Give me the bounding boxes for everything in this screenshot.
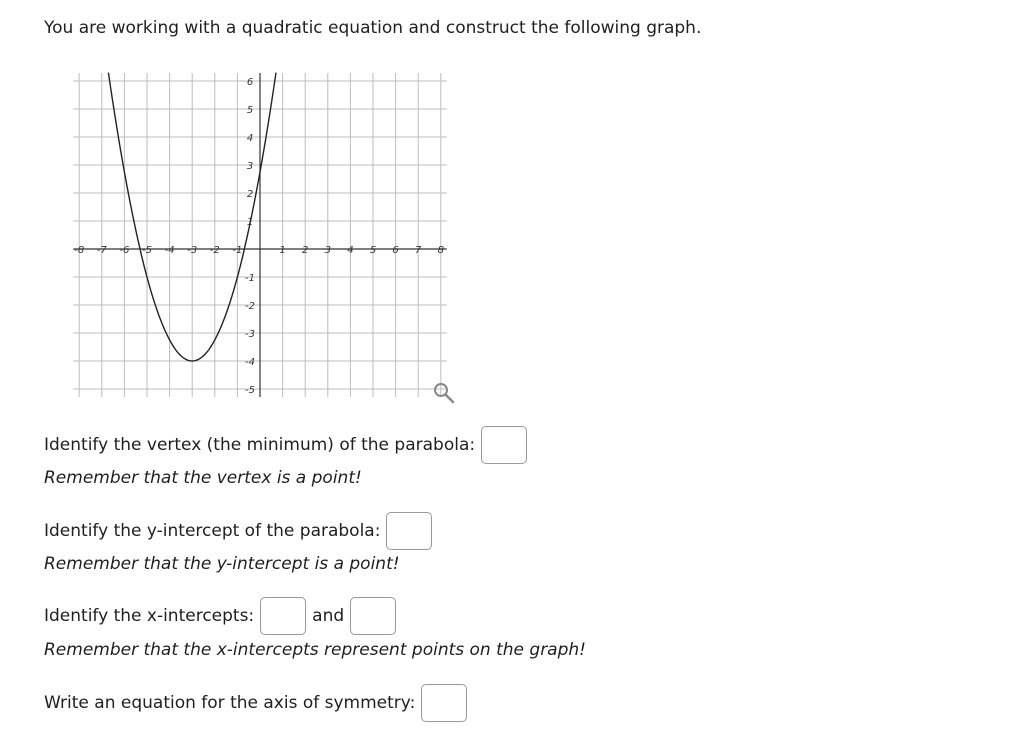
axis-question: [44, 684, 467, 722]
x-intercept-2-input[interactable]: [350, 597, 396, 635]
y-tick-label: -5: [245, 385, 255, 396]
y-intercept-answer-input[interactable]: [386, 512, 432, 550]
y-tick-label: 2: [246, 189, 254, 200]
x-intercepts-hint: Remember that the x-intercepts represent points on the graph!: [44, 640, 586, 660]
x-tick-label: 4: [347, 245, 354, 256]
x-tick-label: -8: [74, 245, 85, 256]
x-tick-label: -7: [96, 245, 107, 256]
y-tick-label: -4: [245, 357, 255, 368]
vertex-question: [44, 426, 527, 464]
vertex-hint: Remember that the vertex is a point!: [44, 468, 362, 488]
axis-label: Write an equation for the axis of symmetry:: [44, 693, 416, 713]
y-tick-label: 1: [246, 217, 254, 228]
and-text: and: [312, 606, 345, 626]
y-tick-label: 3: [246, 161, 254, 172]
x-tick-label: 1: [279, 245, 286, 256]
x-tick-label: -3: [187, 245, 198, 256]
parabola-graph: [74, 56, 466, 406]
magnifier-icon[interactable]: [435, 384, 453, 402]
y-tick-label: 6: [246, 77, 254, 88]
x-tick-label: 8: [437, 245, 444, 256]
x-tick-label: -4: [164, 245, 175, 256]
x-intercepts-question: [44, 597, 396, 635]
y-tick-label: 5: [246, 105, 254, 116]
y-tick-label: -2: [245, 301, 255, 312]
vertex-label: Identify the vertex (the minimum) of the parabola:: [44, 435, 476, 455]
x-intercepts-label: Identify the x-intercepts:: [44, 606, 255, 626]
x-tick-label: 6: [392, 245, 399, 256]
x-tick-label: -6: [119, 245, 130, 256]
x-tick-label: 7: [415, 245, 422, 256]
x-tick-label: -5: [142, 245, 152, 256]
y-intercept-question: [44, 512, 432, 550]
axis-answer-input[interactable]: [421, 684, 467, 722]
y-intercept-hint: Remember that the y-intercept is a point!: [44, 554, 400, 574]
y-intercept-label: Identify the y-intercept of the parabola:: [44, 521, 381, 541]
x-intercept-1-input[interactable]: [260, 597, 306, 635]
y-tick-label: -1: [245, 273, 255, 284]
x-tick-label: -2: [209, 245, 220, 256]
x-tick-label: 5: [369, 245, 377, 256]
graph-svg: [74, 56, 466, 406]
y-tick-label: 4: [246, 133, 254, 144]
x-tick-label: 2: [302, 245, 309, 256]
x-tick-label: -1: [232, 245, 243, 256]
vertex-answer-input[interactable]: [481, 426, 527, 464]
x-tick-label: 3: [324, 245, 331, 256]
problem-intro: You are working with a quadratic equation and construct the following graph.: [44, 18, 702, 38]
y-tick-label: -3: [245, 329, 255, 340]
